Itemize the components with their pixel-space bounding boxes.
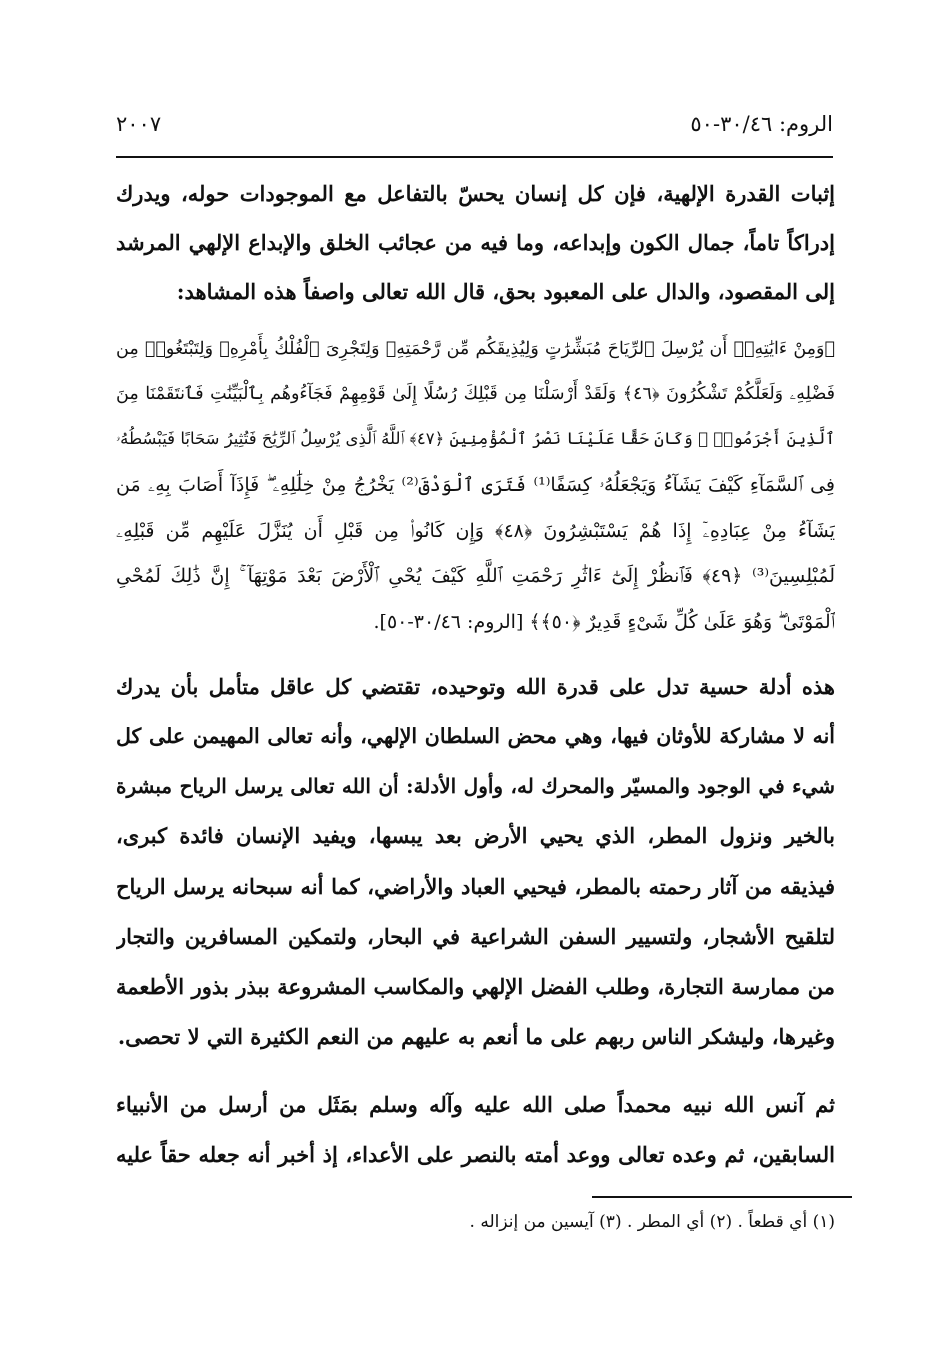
paragraph-line: السابقين، ثم وعده تعالى ووعد أمته بالنصر على الأعداء، إذ أخبر أنه جعله حقاً عليه (116, 1142, 835, 1167)
running-header (116, 112, 833, 148)
page-number: ٢٠٠٧ (116, 112, 162, 136)
paragraph-line: ثم آنس الله نبيه محمداً صلى الله عليه وآله وسلم بمَثَل من أرسل من الأنبياء (116, 1092, 835, 1117)
paragraph-line: من ممارسة التجارة، وطلب الفضل الإلهي والمكاسب المشروعة ببذر بذور الأطعمة (116, 974, 835, 999)
paragraph-line: إثبات القدرة الإلهية، فإن كل إنسان يحسّ بالتفاعل مع الموجودات حوله، ويدرك (116, 181, 835, 206)
paragraph-line: بالخير ونزول المطر، الذي يحيي الأرض بعد يبسها، ويفيد الإنسان فائدة كبرى، (116, 823, 835, 848)
paragraph-line: شيء في الوجود والمسيّر والمحرك له، وأول الأدلة: أن الله تعالى يرسل الرياح مبشرة (116, 774, 835, 798)
paragraph-line: وغيرها، وليشكر الناس ربهم على ما أنعم به عليهم من النعم الكثيرة التي لا تحصى. (117, 1024, 835, 1049)
footnotes: (١) أي قطعاً . (٢) أي المطر . (٣) آيسين من إنزاله . (469, 1212, 835, 1232)
quran-verse-line: ٱلْمَوْتَىٰ ۖ وَهُوَ عَلَىٰ كُلِّ شَىْءٍ قَدِيرٌ ﴿٥٠﴾﴾ [الروم: ٣٠/٤٦-٥٠]. (373, 611, 835, 633)
paragraph-line: فيذيقه من آثار رحمته بالمطر، فيحيي العباد والأراضي، كما أنه سبحانه يرسل الرياح (116, 874, 835, 899)
paragraph-line: أنه لا مشاركة للأوثان فيها، وهي محض السلطان الإلهي، وأنه تعالى المهيمن على كل (116, 724, 835, 748)
footnote-rule (592, 1196, 852, 1198)
header-rule (116, 156, 833, 158)
paragraph-line: إلى المقصود، والدال على المعبود بحق، قال الله تعالى واصفاً هذه المشاهد: (176, 279, 835, 304)
quran-verse-line: فِى ٱلسَّمَآءِ كَيْفَ يَشَآءُ وَيَجْعَلُهُۥ كِسَفًا⁽¹⁾ فَتَرَى ٱلْوَدْقَ⁽²⁾ يَخْرُجُ مِنْ خِلَٰلِهِۦ ۖ فَإِذَآ أَصَابَ بِهِۦ مَن (116, 474, 835, 496)
paragraph-line: لتلقيح الأشجار، ولتسيير السفن الشراعية في البحار، ولتمكين المسافرين والتجار (116, 924, 835, 949)
quran-verse-line: يَشَآءُ مِنْ عِبَادِهِۦٓ إِذَا هُمْ يَسْتَبْشِرُونَ ﴿٤٨﴾ وَإِن كَانُوا۟ مِن قَبْلِ أَن يُنَزَّلَ عَلَيْهِم مِّن قَبْلِهِۦ (116, 520, 835, 542)
surah-reference: الروم: ٣٠/٤٦-٥٠ (690, 112, 833, 136)
quran-verse-line: فَضْلِهِۦ وَلَعَلَّكُمْ تَشْكُرُونَ ﴿٤٦﴾ وَلَقَدْ أَرْسَلْنَا مِن قَبْلِكَ رُسُلًا إِلَىٰ قَوْمِهِمْ فَجَآءُوهُم بِٱلْبَيِّنَٰتِ فَٱنتَقَمْنَا مِنَ (116, 384, 835, 404)
paragraph-line: هذه أدلة حسية تدل على قدرة الله وتوحيده، تقتضي كل عاقل متأمل بأن يدرك (116, 674, 835, 699)
quran-verse-line: ﴿وَمِنْ ءَايَٰتِهِۦٓ أَن يُرْسِلَ ٱلرِّيَاحَ مُبَشِّرَٰتٍ وَلِيُذِيقَكُم مِّن رَّحْمَتِهِۦ وَلِتَجْرِىَ ٱلْفُلْكُ بِأَمْرِهِۦ وَلِتَبْتَغُوا۟ مِن (116, 339, 835, 359)
quran-verse-line: لَمُبْلِسِينَ⁽³⁾ ﴿٤٩﴾ فَٱنظُرْ إِلَىٰٓ ءَاثَٰرِ رَحْمَتِ ٱللَّهِ كَيْفَ يُحْىِ ٱلْأَرْضَ بَعْدَ مَوْتِهَآ ۚ إِنَّ ذَٰلِكَ لَمُحْىِ (116, 565, 835, 587)
paragraph-line: إدراكاً تاماً، جمال الكون وإبداعه، وما فيه من عجائب الخلق والإبداع الإلهي المرشد (116, 230, 835, 255)
quran-verse-line: ٱلَّذِينَ أَجْرَمُوا۟ ۖ وَكَانَ حَقًّا عَلَيْنَا نَصْرُ ٱلْمُؤْمِنِينَ ﴿٤٧﴾ ٱللَّهُ ٱلَّذِى يُرْسِلُ ٱلرِّيَٰحَ فَتُثِيرُ سَحَابًا فَيَبْسُطُهُۥ (116, 429, 835, 448)
